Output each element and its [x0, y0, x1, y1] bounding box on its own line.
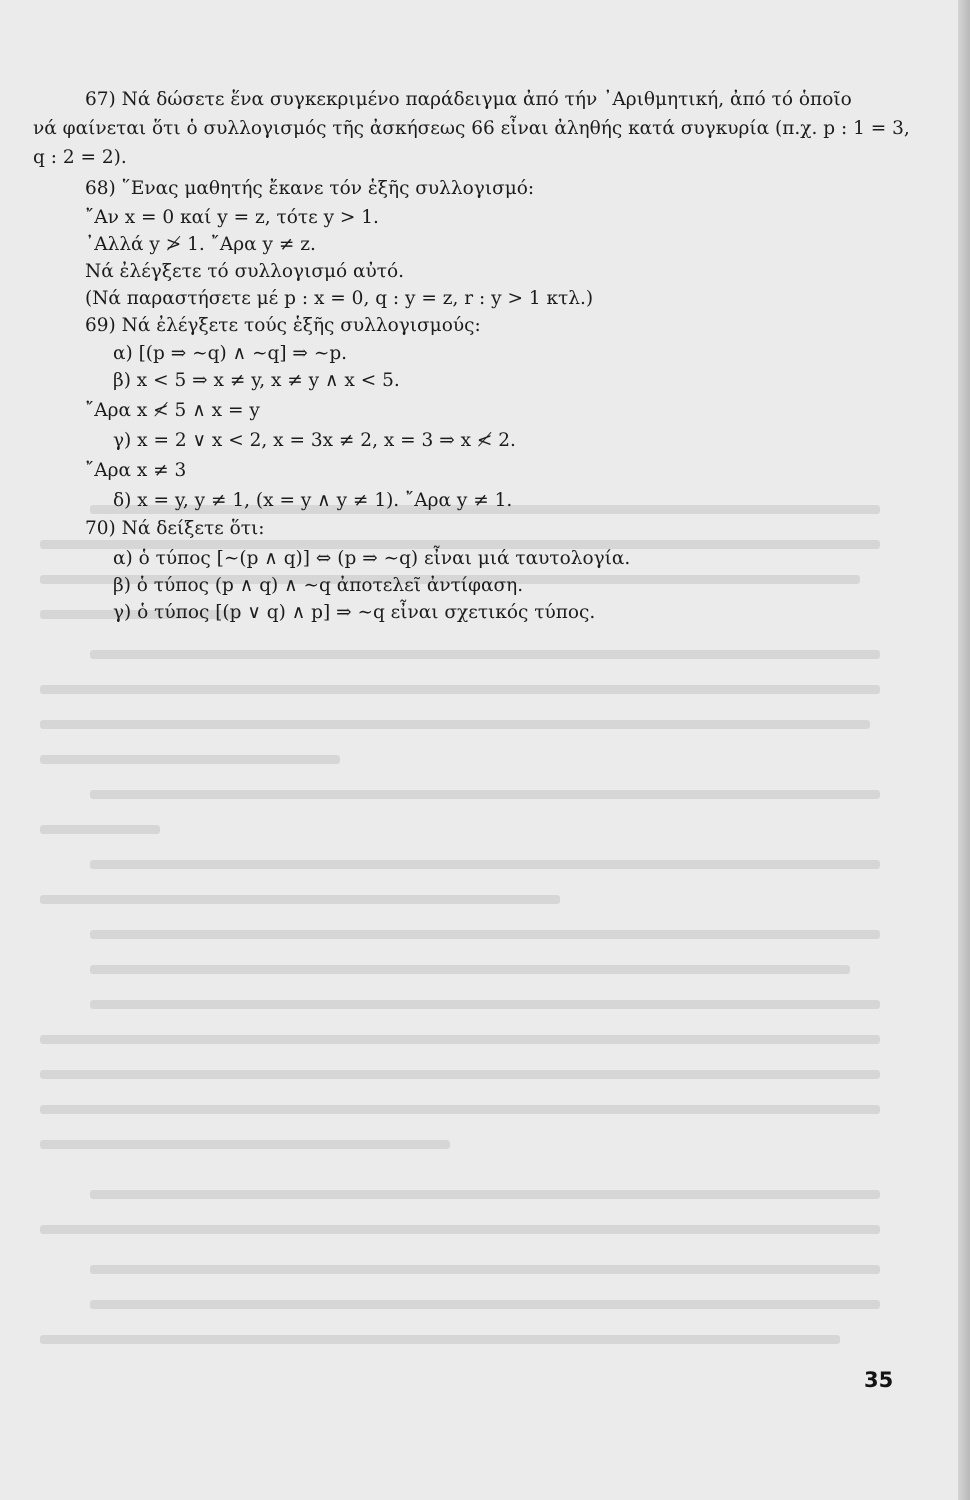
text-line: γ) ὁ τύπος [(p ∨ q) ∧ p] ⇒ ∼q εἶναι σχετικός τύπος. [113, 602, 596, 623]
text-line: β) ὁ τύπος (p ∧ q) ∧ ∼q ἀποτελεῖ ἀντίφαση. [113, 575, 524, 596]
text-line: 70) Νά δείξετε ὅτι: [85, 518, 265, 539]
text-line: ῎Αρα x ≮ 5 ∧ x = y [85, 400, 260, 421]
text-line: ῎Αν x = 0 καί y = z, τότε y > 1. [85, 207, 379, 228]
text-line: 68) ῞Ενας μαθητής ἔκανε τόν ἑξῆς συλλογισμό: [85, 178, 535, 199]
text-line: q : 2 = 2). [33, 147, 127, 168]
bleed-through-text [30, 500, 910, 1370]
page-number: 35 [864, 1368, 894, 1392]
text-line: β) x < 5 ⇒ x ≠ y, x ≠ y ∧ x < 5. [113, 370, 400, 391]
text-line: δ) x = y, y ≠ 1, (x = y ∧ y ≠ 1). ῎Αρα y ≠ 1. [113, 490, 513, 511]
text-line: γ) x = 2 ∨ x < 2, x = 3x ≠ 2, x = 3 ⇒ x ≮ 2. [113, 430, 516, 451]
text-line: (Νά παραστήσετε μέ p : x = 0, q : y = z, r : y > 1 κτλ.) [85, 288, 594, 309]
text-line: α) ὁ τύπος [∼(p ∧ q)] ⇔ (p ⇒ ∼q) εἶναι μιά ταυτολογία. [113, 548, 631, 569]
text-line: 69) Νά ἐλέγξετε τούς ἑξῆς συλλογισμούς: [85, 315, 481, 336]
text-line: ῎Αρα x ≠ 3 [85, 460, 187, 481]
text-line: Νά ἐλέγξετε τό συλλογισμό αὐτό. [85, 261, 405, 282]
text-line: ᾿Αλλά y ≯ 1. ῎Αρα y ≠ z. [85, 234, 316, 255]
page-edge-shadow [958, 0, 970, 1500]
text-line: 67) Νά δώσετε ἕνα συγκεκριμένο παράδειγμα ἀπό τήν ᾿Αριθμητική, ἀπό τό ὁποῖο [85, 89, 852, 110]
text-line: νά φαίνεται ὅτι ὁ συλλογισμός τῆς ἀσκήσεως 66 εἶναι ἀληθής κατά συγκυρία (π.χ. p : 1 = 3, [33, 118, 910, 139]
text-line: α) [(p ⇒ ∼q) ∧ ∼q] ⇒ ∼p. [113, 343, 348, 364]
